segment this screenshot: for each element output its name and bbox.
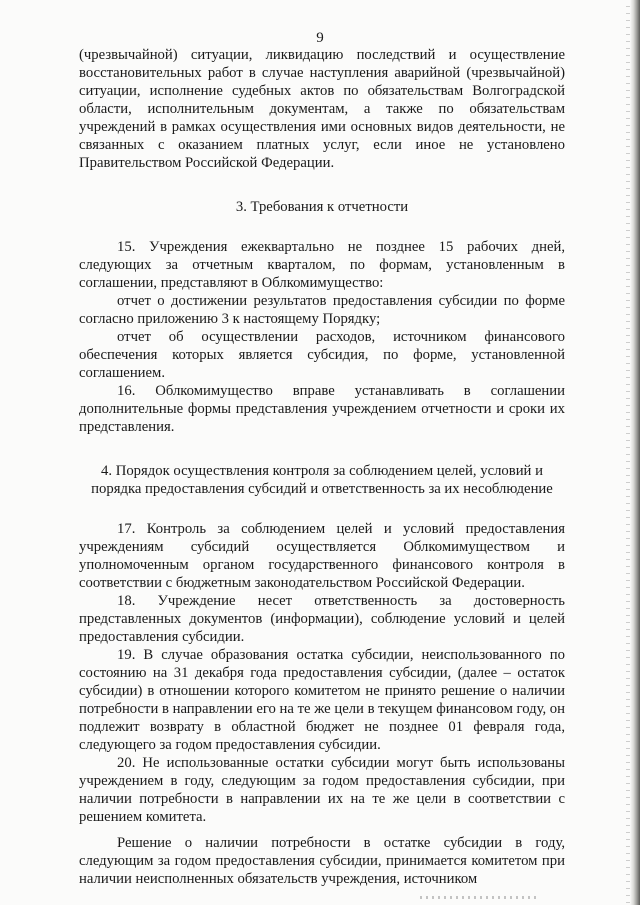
document-body (79, 46, 565, 888)
scan-edge-shadow (630, 0, 640, 905)
paragraph-17: 17. Контроль за соблюдением целей и условий предоставления учреждениям субсидий осуществляется Облкомимуществом и уполномоченным органом государственного финансового контроля в соответствии с бюджетным законодательством Российской Федерации. (79, 521, 565, 591)
spacer (79, 172, 565, 198)
spacer (79, 498, 565, 520)
intro-paragraph: (чрезвычайной) ситуации, ликвидацию последствий и осуществление восстановительных работ в случае наступления аварийной (чрезвычайной) ситуации, исполнение судебных актов по обязательствам Волгоградской области, исполнительным документам, а также по обязательствам учреждений в рамках осуществления ими основных видов деятельности, не связанных с оказанием платных услуг, если иное не установлено Правительством Российской Федерации. (79, 47, 565, 171)
scan-bottom-noise (420, 896, 540, 899)
page-number: 9 (316, 30, 324, 46)
section-4-title: 4. Порядок осуществления контроля за соблюдением целей, условий и порядка предоставления субсидий и ответственность за их несоблюдение (91, 463, 553, 497)
scan-edge-noise (626, 0, 630, 905)
paragraph-20: 20. Не использованные остатки субсидии могут быть использованы учреждением в году, следующим за годом предоставления субсидии, при наличии потребности в направлении их на те же цели в соответствии с решением комитета. (79, 755, 565, 825)
paragraph-16: 16. Облкомимущество вправе устанавливать в соглашении дополнительные формы представления учреждением отчетности и сроки их представления. (79, 383, 565, 435)
paragraph-20-continuation: Решение о наличии потребности в остатке субсидии в году, следующим за годом предоставления субсидии, принимается комитетом при наличии неисполненных обязательств учреждения, источником (79, 835, 565, 887)
paragraph-18: 18. Учреждение несет ответственность за достоверность представленных документов (информации), соблюдение условий и целей предоставления субсидии. (79, 593, 565, 645)
paragraph-15: 15. Учреждения ежеквартально не позднее 15 рабочих дней, следующих за отчетным кварталом, по формам, установленным в соглашении, представляют в Облкомимущество: (79, 239, 565, 291)
paragraph-15-item-2: отчет об осуществлении расходов, источником финансового обеспечения которых является субсидия, по форме, установленной соглашением. (79, 329, 565, 381)
paragraph-15-item-1: отчет о достижении результатов предоставления субсидии по форме согласно приложению 3 к настоящему Порядку; (79, 293, 565, 327)
section-3-title: 3. Требования к отчетности (235, 199, 409, 215)
spacer (79, 826, 565, 834)
spacer (79, 436, 565, 462)
spacer (79, 216, 565, 238)
paragraph-19: 19. В случае образования остатка субсидии, неиспользованного по состоянию на 31 декабря года предоставления субсидии, (далее – остаток субсидии) в отношении которого комитетом не принято решение о наличии потребности в направлении его на те же цели в текущем финансовом году, он подлежит возврату в областной бюджет не позднее 01 февраля года, следующего за годом предоставления субсидии. (79, 647, 566, 753)
